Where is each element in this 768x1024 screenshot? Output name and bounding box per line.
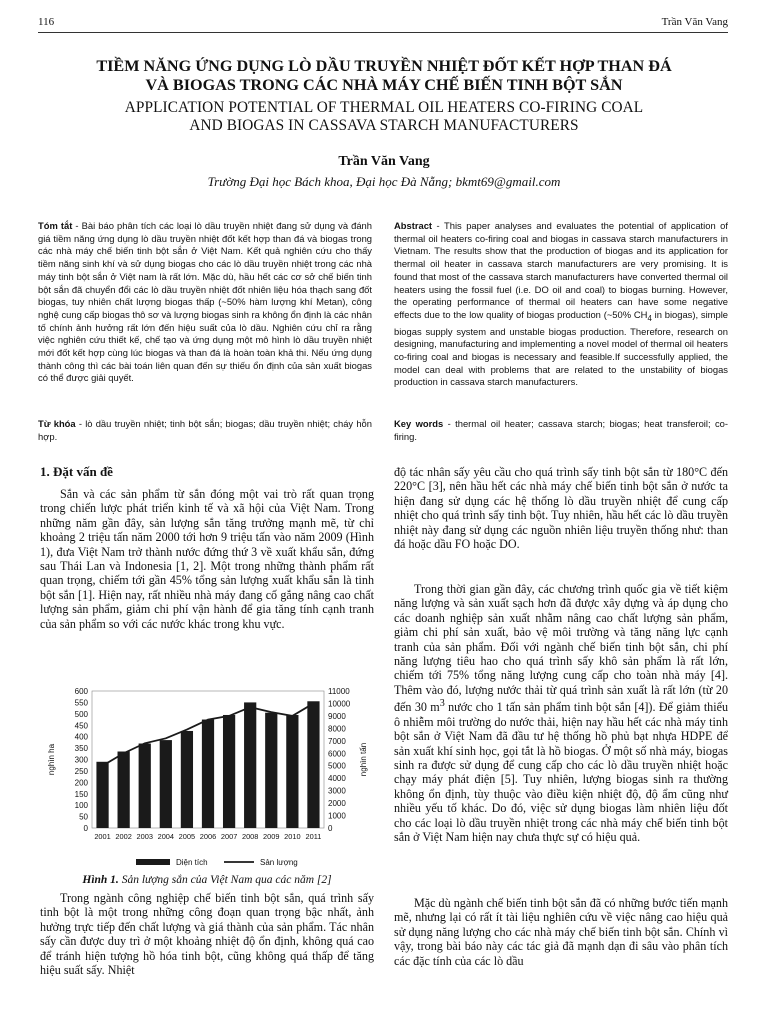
- y2-tick-label: 1000: [328, 811, 346, 821]
- production-chart: [40, 680, 374, 874]
- y-tick-label: 400: [74, 732, 88, 742]
- y-tick-label: 150: [74, 789, 88, 799]
- y-tick-label: 550: [74, 698, 88, 708]
- y-tick-label: 250: [74, 766, 88, 776]
- right-paragraph-2-text-a: Trong thời gian gần đây, các chương trình quốc gia về tiết kiệm năng lượng và sản xuất sạch hơn đã được xây dựng và áp dụng cho các doanh nghiệp sản xuất nhằm nâng cao chất lượng sản phẩm, giảm chi phí sản xuất, bảo vệ môi trường và tăng năng lực cạnh tranh của sản phẩm. Đối với ngành chế biến tinh bột sắn, chi phí năng lượng tiêu hao cho quá trình sấy khô sản phẩm là rất lớn, chiếm tới 75% tổng năng lượng cung cấp cho toàn nhà máy [4]. Thêm vào đó, lượng nước thải từ quá trình sản xuất là rất lớn (từ 20 đến 30 m: [394, 582, 728, 715]
- y-axis-label: nghìn ha: [47, 743, 56, 776]
- abstract-vi-text: - Bài báo phân tích các loại lò dầu truyền nhiệt đang sử dụng và đánh giá tiềm năng ứng dụng lò dầu truyền nhiệt đốt kết hợp than đá và biogas trong các nhà máy chế biến tinh bột sắn ở Việt Nam. Kết quả nghiên cứu cho thấy tiềm năng sinh khí và sử dụng biogas cho các lò dầu truyền nhiệt trong các nhà máy tinh bột sắn ở Việt nam là rất lớn. Mặc dù, hầu hết các cơ sở chế biến tinh bột sắn đã chuyển đổi các lò dầu truyền nhiệt đốt nhiên liệu hóa thạch sang đốt biogas, tuy nhiên chất lượng biogas thấp (~50% hàm lượng khí Metan), công nghệ cung cấp biogas thô sơ và lượng biogas sinh ra không ổn định là các nhân tố chính ảnh hưởng rất lớn đến hiệu suất của lò dầu. Nghiên cứu chỉ ra rằng việc nghiên cứu thiết kế, chế tạo và ứng dụng một mô hình lò dầu truyền nhiệt mới đốt kết hợp cùng lúc biogas và than đá là hoàn toàn khả thi. Nếu ứng dụng thành công thì các bài toán liên quan đến sự thiếu ổn định của sản xuất biogas có thể được giải quyết.: [38, 220, 372, 384]
- legend-bar-label: Diện tích: [176, 858, 208, 867]
- title-vi-line-2: VÀ BIOGAS TRONG CÁC NHÀ MÁY CHẾ BIẾN TINH BỘT SẮN: [145, 75, 623, 94]
- right-paragraph-2-text-b: nước cho 1 tấn sản phẩm tinh bột sắn [4]). Để giảm thiểu ô nhiễm môi trường do nước thải, hiện nay hầu hết các nhà máy tinh bột sắn ở Việt Nam đã đầu tư hệ thống hồ phủ bạt nhựa HDPE để sản xuất khí sinh học, gọi tắt là hồ biogas. Ở một số nhà máy, biogas sinh ra được sử dụng để cung cấp cho các lò dầu truyền nhiệt hoặc chạy máy phát điện [5]. Tuy nhiên, lượng biogas sinh ra thường không ổn định, tùy thuộc vào điều kiện nhiệt độ, độ ẩm cũng như nhiều yếu tố khác. Do đó, việc sử dụng biogas làm nhiên liệu đốt cho các loại lò dầu truyền nhiệt trong các nhà máy chế biến tinh bột sắn ở Việt Nam hiện nay chưa thực sự có hiệu quả.: [394, 700, 729, 844]
- keywords-en-label: Key words: [394, 418, 444, 429]
- y2-tick-label: 5000: [328, 761, 346, 771]
- header-author: Trần Văn Vang: [661, 16, 728, 28]
- chart-bar: [286, 715, 298, 828]
- abstract-en-label: Abstract: [394, 220, 433, 231]
- chart-bar: [96, 762, 108, 828]
- chart-bar: [181, 731, 193, 828]
- x-tick-label: 2007: [220, 832, 238, 841]
- title-vi-line-1: TIỀM NĂNG ỨNG DỤNG LÒ DẦU TRUYỀN NHIỆT ĐỐT KẾT HỢP THAN ĐÁ: [96, 57, 672, 75]
- y-tick-label: 50: [79, 812, 88, 822]
- y-tick-label: 500: [74, 709, 88, 719]
- x-tick-label: 2008: [241, 832, 259, 841]
- y2-tick-label: 8000: [328, 724, 346, 734]
- x-tick-label: 2009: [263, 832, 280, 841]
- abstract-en-text-1: - This paper analyses and evaluates the potential of application of thermal oil heaters co-firing coal and biogas in cassava starch manufacturers in Vietnam. The results show that the production of biogas and its application for thermal oil heater in cassava starch manufacturers are very promising. It is found that most of the cassava starch manufacturers have converted thermal oil heaters using the fossil fuel (i.e. DO oil and coal) to biogas burning. However, the operating performance of thermal oil heaters can have some negative effects due to the low quality of biogas production (~50% CH: [394, 220, 728, 320]
- chart-bar: [118, 752, 130, 828]
- abstract-vietnamese: [38, 220, 372, 385]
- legend-bar-swatch: [136, 859, 170, 865]
- x-tick-label: 2004: [157, 832, 175, 841]
- y-tick-label: 350: [74, 744, 88, 754]
- y-tick-label: 300: [74, 755, 88, 765]
- abstract-en-subscript: 4: [647, 313, 652, 323]
- x-tick-label: 2011: [305, 832, 322, 841]
- keywords-english: [394, 418, 728, 443]
- y2-tick-label: 6000: [328, 749, 346, 759]
- x-tick-label: 2006: [199, 832, 217, 841]
- y2-tick-label: 3000: [328, 786, 346, 796]
- left-paragraph-1: Sắn và các sản phẩm từ sắn đóng một vai trò rất quan trọng trong chiến lược phát triển kinh tế và xã hội của Việt Nam. Trong những năm gần đây, sản lượng sắn tăng trưởng mạnh mẽ, từ chỉ khoảng 2 triệu tấn năm 2000 tới hơn 9 triệu tấn vào năm 2009 (Hình 1), đưa Việt Nam trở thành nước đứng thứ 3 về xuất khẩu sắn, đứng sau Thái Lan và Indonesia [1, 2]. Một trong những thành phẩm rất quan trọng, chiếm tới gần 45% tổng sản lượng xuất khẩu sắn là tinh bột sắn [1]. Hiện nay, rất nhiều nhà máy đang cố gắng nâng cao chất lượng sản phẩm, giảm chi phí vận hành để gia tăng tính cạnh tranh của sản phẩm so với các nước khác trong khu vực.: [40, 487, 374, 631]
- y-tick-label: 600: [74, 687, 88, 696]
- section-1-heading: 1. Đặt vấn đề: [40, 464, 113, 479]
- figure-caption-text: Sản lượng sắn của Việt Nam qua các năm [2]: [118, 874, 332, 886]
- x-tick-label: 2010: [284, 832, 301, 841]
- page-number: 116: [38, 16, 55, 28]
- y2-tick-label: 11000: [328, 687, 350, 696]
- right-paragraph-2: [394, 582, 728, 844]
- chart-bar: [265, 713, 277, 828]
- chart-bar: [139, 744, 151, 828]
- title-english: [40, 99, 728, 135]
- y2-tick-label: 0: [328, 824, 333, 833]
- chart-bar: [244, 702, 256, 828]
- y2-axis-label: nghìn tấn: [359, 742, 368, 777]
- chart-bar: [223, 715, 235, 828]
- keywords-vietnamese: [38, 418, 372, 443]
- keywords-vi-text: - lò dầu truyền nhiệt; tinh bột sắn; biogas; dầu truyền nhiệt; cháy hỗn hợp.: [38, 418, 372, 442]
- right-paragraph-1: độ tác nhân sấy yêu cầu cho quá trình sấy tinh bột sắn từ 180°C đến 220°C [3], nên hầu hết các nhà máy chế biến tinh bột sắn ở nước ta hiện đang sử dụng các hệ thống lò dầu truyền nhiệt để cung cấp nhiệt cho quá trình sấy tinh bột. Tuy nhiên, hầu hết các lò dầu truyền nhiệt này đang sử dụng các nguồn nhiên liệu truyền thống như: than đá hoặc dầu FO hoặc DO.: [394, 465, 728, 552]
- y2-tick-label: 9000: [328, 711, 346, 721]
- abstract-en-text-2: in biogas), simple biogas supply system and unstable biogas production. Therefore, research on designing, manufacturing and implementing a novel model of thermal oil heaters co-firing coal and biogas is necessary and feasible.If successfully applied, the model can deal with problems that are related to the unstability of biogas production in cassava starch manufacturers.: [394, 308, 728, 388]
- chart-bar: [160, 740, 172, 828]
- x-tick-label: 2005: [178, 832, 196, 841]
- keywords-vi-label: Từ khóa: [38, 418, 76, 429]
- y-tick-label: 450: [74, 721, 88, 731]
- chart-bar: [307, 701, 319, 828]
- title-en-line-2: AND BIOGAS IN CASSAVA STARCH MANUFACTURERS: [189, 117, 579, 134]
- x-tick-label: 2002: [115, 832, 132, 841]
- title-en-line-1: APPLICATION POTENTIAL OF THERMAL OIL HEATERS CO-FIRING COAL: [124, 99, 644, 116]
- running-header: [38, 14, 728, 33]
- abstract-vi-label: Tóm tắt: [38, 220, 73, 231]
- keywords-en-text: - thermal oil heater; cassava starch; biogas; heat transferoil; co-firing.: [394, 418, 728, 442]
- title-vietnamese: [40, 57, 728, 94]
- y-tick-label: 100: [74, 801, 88, 811]
- y2-tick-label: 4000: [328, 774, 346, 784]
- cubic-superscript: 3: [439, 698, 445, 710]
- chart-bar: [202, 720, 214, 828]
- left-paragraph-2: Trong ngành công nghiệp chế biến tinh bột sắn, quá trình sấy tinh bột là một trong những công đoạn quan trọng bậc nhất, ảnh hưởng trực tiếp đến chất lượng và giá thành của sản phẩm. Tác nhân sấy cần được duy trì ở một khoảng nhiệt độ ổn định, không quá cao để tránh hiện tượng hồ hóa tinh bột, cũng không quá thấp để tăng hiệu suất sấy. Nhiệt: [40, 891, 374, 978]
- abstract-english: [394, 220, 728, 389]
- y2-tick-label: 10000: [328, 699, 351, 709]
- y2-tick-label: 7000: [328, 736, 346, 746]
- y-tick-label: 0: [83, 824, 88, 833]
- y2-tick-label: 2000: [328, 799, 346, 809]
- right-paragraph-3: Mặc dù ngành chế biến tinh bột sắn đã có những bước tiến mạnh mẽ, nhưng lại có rất ít tài liệu nghiên cứu về việc nâng cao hiệu quả sử dụng năng lượng cho các nhà máy chế biến tinh bột sắn. Chính vì vậy, trong bài báo này các tác giả đã mạnh dạn đi sâu vào phân tích các đặc tính của các lò dầu: [394, 896, 728, 968]
- figure-1-caption: [40, 874, 374, 886]
- legend-line-label: Sản lượng: [260, 858, 298, 867]
- y-tick-label: 200: [74, 778, 88, 788]
- author-name: Trần Văn Vang: [338, 154, 430, 169]
- author-affiliation: Trường Đại học Bách khoa, Đại học Đà Nẵng; bkmt69@gmail.com: [207, 174, 561, 189]
- x-tick-label: 2003: [136, 832, 153, 841]
- figure-caption-label: Hình 1.: [82, 874, 119, 886]
- x-tick-label: 2001: [94, 832, 111, 841]
